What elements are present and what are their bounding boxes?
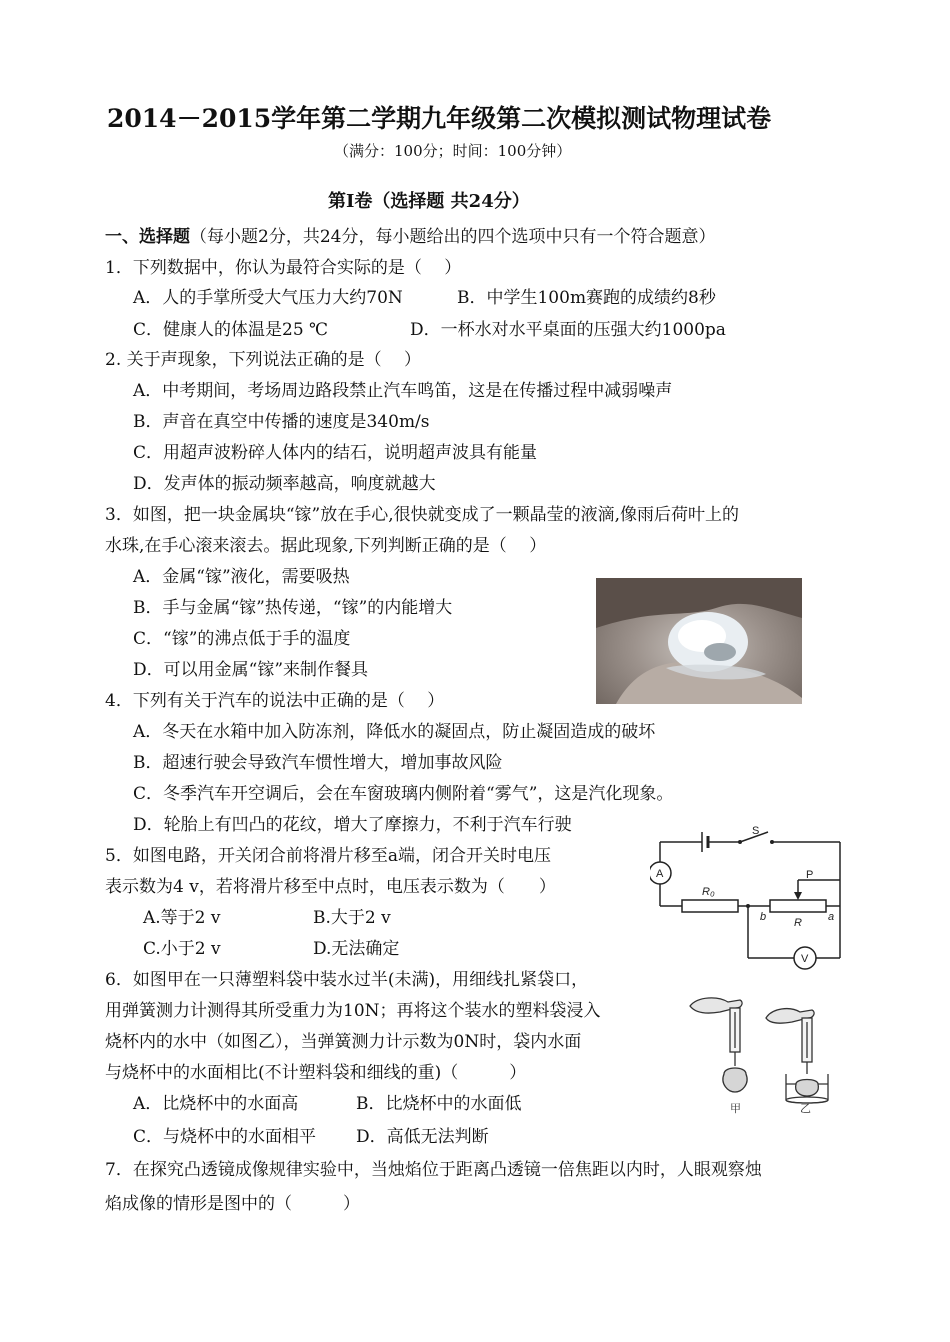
q1-option-c: C．健康人的体温是25 ℃ bbox=[133, 320, 329, 340]
q3-stem-line2: 水珠,在手心滚来滚去。据此现象,下列判断正确的是（ ） bbox=[105, 536, 547, 556]
q6-option-c: C．与烧杯中的水面相平 bbox=[133, 1127, 317, 1147]
spring-scale-figure bbox=[684, 992, 844, 1116]
q2-option-b: B．声音在真空中传播的速度是340m/s bbox=[133, 412, 430, 432]
q3-option-c: C．“镓”的沸点低于手的温度 bbox=[133, 629, 351, 649]
q2-option-d: D．发声体的振动频率越高，响度就越大 bbox=[133, 474, 436, 494]
q1-option-d: D．一杯水对水平桌面的压强大约1000pa bbox=[410, 320, 726, 340]
figure-yi-label: 乙 bbox=[800, 1102, 811, 1115]
q4-option-c: C．冬季汽车开空调后，会在车窗玻璃内侧附着“雾气”，这是汽化现象。 bbox=[133, 784, 674, 804]
section-instructions: （每小题2分，共24分，每小题给出的四个选项中只有一个符合题意） bbox=[190, 227, 716, 247]
q5-option-c: C.小于2 v bbox=[143, 939, 221, 959]
part-heading: 第Ⅰ卷（选择题 共24分） bbox=[328, 191, 530, 212]
q4-stem: 4．下列有关于汽车的说法中正确的是（ ） bbox=[105, 691, 445, 711]
q4-option-a: A．冬天在水箱中加入防冻剂，降低水的凝固点，防止凝固造成的破坏 bbox=[133, 722, 656, 742]
slider-label: P bbox=[806, 869, 814, 881]
voltmeter-label: V bbox=[801, 953, 809, 965]
q5-option-a: A.等于2 v bbox=[143, 908, 221, 928]
q5-option-b: B.大于2 v bbox=[313, 908, 391, 928]
resistor-r0-label: R₀ bbox=[702, 886, 715, 898]
q6-stem-line4: 与烧杯中的水面相比(不计塑料袋和细线的重)（ ） bbox=[105, 1063, 527, 1083]
circuit-diagram bbox=[650, 822, 850, 972]
q3-option-d: D．可以用金属“镓”来制作餐具 bbox=[133, 660, 369, 680]
q1-option-a: A．人的手掌所受大气压力大约70N bbox=[133, 288, 403, 308]
q1-option-b: B．中学生100m赛跑的成绩约8秒 bbox=[457, 288, 716, 308]
switch-label: S bbox=[752, 825, 760, 837]
q6-option-b: B．比烧杯中的水面低 bbox=[356, 1094, 522, 1114]
q7-stem-line2: 焰成像的情形是图中的（ ） bbox=[105, 1194, 360, 1214]
q3-option-b: B．手与金属“镓”热传递，“镓”的内能增大 bbox=[133, 598, 453, 618]
q4-option-d: D．轮胎上有凹凸的花纹，增大了摩擦力，不利于汽车行驶 bbox=[133, 815, 572, 835]
q5-stem-line2: 表示数为4 v，若将滑片移至中点时，电压表示数为（ ） bbox=[105, 877, 556, 897]
exam-info: （满分：100分；时间：100分钟） bbox=[334, 142, 572, 160]
q6-stem-line3: 烧杯内的水中（如图乙），当弹簧测力计示数为0N时，袋内水面 bbox=[105, 1032, 582, 1052]
section-heading bbox=[105, 227, 715, 247]
q6-stem-line1: 6．如图甲在一只薄塑料袋中装水过半(未满)，用细线扎紧袋口， bbox=[105, 970, 589, 990]
section-lead: 一、选择题 bbox=[105, 227, 190, 247]
q7-stem-line1: 7．在探究凸透镜成像规律实验中，当烛焰位于距离凸透镜一倍焦距以内时，人眼观察烛 bbox=[105, 1160, 762, 1180]
q2-option-c: C．用超声波粉碎人体内的结石，说明超声波具有能量 bbox=[133, 443, 538, 463]
gallium-drop-illustration bbox=[596, 578, 802, 704]
q5-option-d: D.无法确定 bbox=[313, 939, 400, 959]
page-title: 2014－2015学年第二学期九年级第二次模拟测试物理试卷 bbox=[107, 104, 772, 133]
q5-stem-line1: 5．如图电路，开关闭合前将滑片移至a端，闭合开关时电压 bbox=[105, 846, 551, 866]
q3-option-a: A．金属“镓”液化，需要吸热 bbox=[133, 567, 350, 587]
q1-stem: 1．下列数据中，你认为最符合实际的是（ ） bbox=[105, 258, 462, 278]
q3-stem-line1: 3．如图，把一块金属块“镓”放在手心,很快就变成了一颗晶莹的液滴,像雨后荷叶上的 bbox=[105, 505, 740, 525]
q2-stem: 2. 关于声现象，下列说法正确的是（ ） bbox=[105, 350, 422, 370]
resistor-r-label: R bbox=[794, 917, 802, 929]
ammeter-label: A bbox=[656, 868, 664, 880]
gallium-hand-photo bbox=[596, 578, 802, 704]
q6-option-a: A．比烧杯中的水面高 bbox=[133, 1094, 299, 1114]
terminal-a-label: a bbox=[828, 911, 835, 923]
q2-option-a: A．中考期间，考场周边路段禁止汽车鸣笛，这是在传播过程中减弱噪声 bbox=[133, 381, 673, 401]
q6-option-d: D．高低无法判断 bbox=[356, 1127, 489, 1147]
terminal-b-label: b bbox=[760, 911, 767, 923]
figure-jia-label: 甲 bbox=[730, 1102, 741, 1115]
q4-option-b: B．超速行驶会导致汽车惯性增大，增加事故风险 bbox=[133, 753, 503, 773]
q6-stem-line2: 用弹簧测力计测得其所受重力为10N；再将这个装水的塑料袋浸入 bbox=[105, 1001, 601, 1021]
